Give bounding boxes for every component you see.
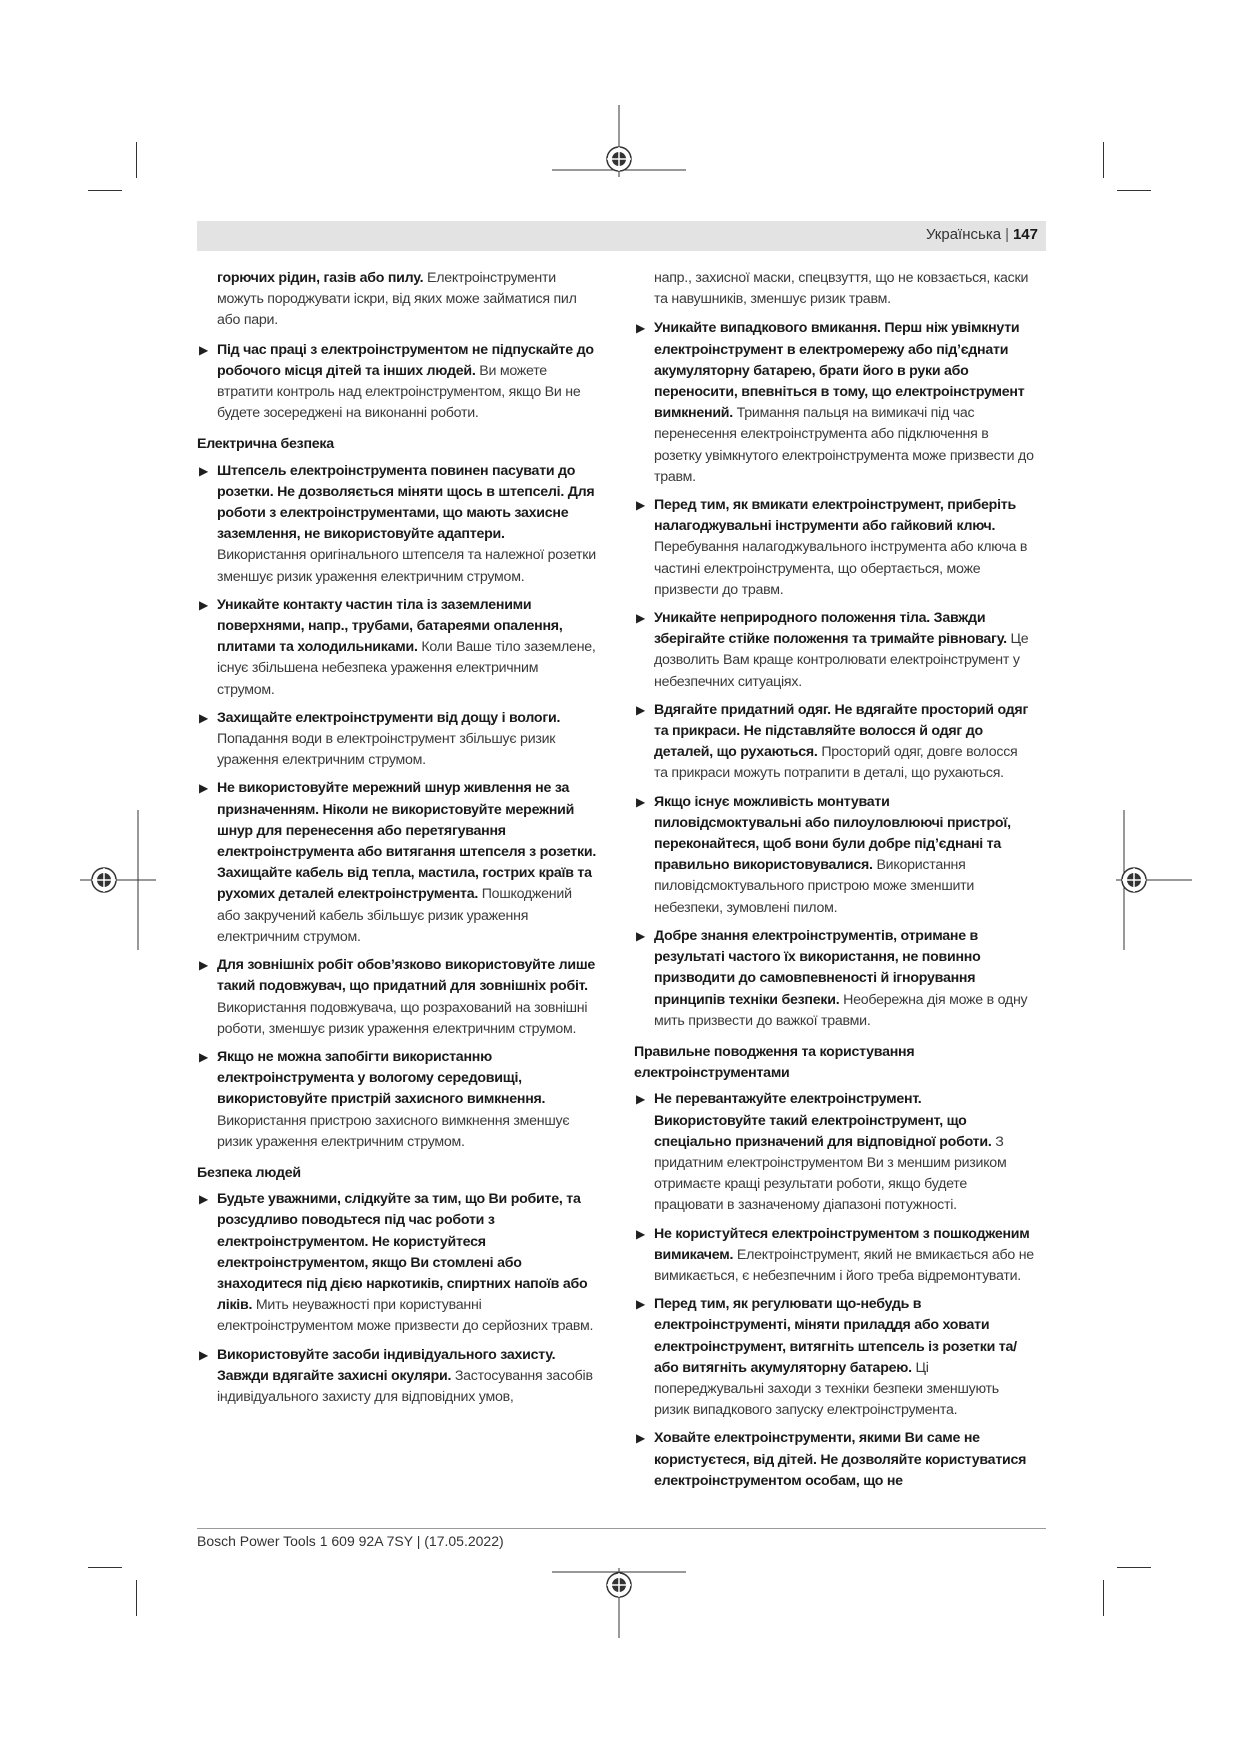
intro-bold: горючих рідин, газів або пилу. [217,270,424,286]
bullet-arrow-icon: ▶ [636,498,645,513]
bullet-arrow-icon: ▶ [199,781,208,796]
bullet-arrow-icon: ▶ [199,710,208,725]
header-language: Українська [925,226,1002,243]
list-item: ▶ Не користуйтеся електроінструментом з пошкодженим вимикачем. Електроінструмент, який не вмикається або не вимикається, є небезпечним і його треба відремонтувати. [636,1225,1034,1284]
bullet-arrow-icon: ▶ [199,958,208,973]
list-item: ▶ Перед тим, як вмикати електроінструмент, приберіть налагоджувальні інструменти або гайковий ключ. Перебування налагоджувального інструмента або ключа в частині електроінструмента, що обертається, може призвести до травм. [636,497,1028,598]
bullet-arrow-icon: ▶ [199,463,208,478]
bullet-arrow-icon: ▶ [199,1192,208,1207]
section-heading-handling: Правильне поводження та користування електроінструментами [634,1043,915,1082]
page-number: 147 [1012,226,1038,243]
list-item: ▶ Уникайте випадкового вмикання. Перш ніж увімкнути електроінструмент в електромережу або під’єднати акумуляторну батарею, брати його в руки або переносити, впевніться в тому, що електроінструмент вимкнений. Тримання пальця на вимикачі під час перенесення електроінструмента або підключення в розетку увімкнутого електроінструмента може призвести до травм. [636,320,1034,485]
registration-target-icon [1116,810,1192,950]
intro-paragraph [217,268,597,332]
list-item: ▶ Перед тим, як регулювати що-небудь в електроінструменті, міняти приладдя або ховати електроінструмент, витягніть штепсель із розетки та/або витягніть акумуляторну батарею. Ці попереджувальні заходи з техніки безпеки зменшують ризик випадкового запуску електроінструмента. [636,1296,1017,1419]
list-item: ▶ Використовуйте засоби індивідуального захисту. Завжди вдягайте захисні окуляри. Застосування засобів індивідуального захисту для відповідних умов, [199,1346,593,1405]
list-item: ▶ Штепсель електроінструмента повинен пасувати до розетки. Не дозволяється міняти щось в штепселі. Для роботи з електроінструментами, що мають захисне заземлення, не використовуйте адаптери. Використання оригінального штепселя та належної розетки зменшує ризик ураження електричним струмом. [199,462,596,585]
registration-target-icon [80,810,156,950]
list-item: ▶ Вдягайте придатний одяг. Не вдягайте просторий одяг та прикраси. Не підставляйте волосся й одяг до деталей, що рухаються. Просторий одяг, довге волосся та прикраси можуть потрапити в деталі, що рухаються. [636,701,1029,782]
bullet-arrow-icon: ▶ [636,1297,645,1312]
list-item: ▶ Для зовнішніх робіт обов’язково використовуйте лише такий подовжувач, що придатний для зовнішніх робіт. Використання подовжувача, що розрахований на зовнішні роботи, зменшує ризик ураження електричним струмом. [199,957,596,1037]
list-item: ▶ Якщо не можна запобігти використанню електроінструмента у вологому середовищі, використовуйте пристрій захисного вимкнення. Використання пристрою захисного вимкнення зменшує ризик ураження електричним струмом. [199,1048,570,1150]
right-column [634,268,1034,1499]
bullet-arrow-icon: ▶ [199,1347,208,1362]
bullet-arrow-icon: ▶ [636,928,645,943]
page-header [197,221,1046,251]
bullet-arrow-icon: ▶ [636,794,645,809]
list-item: ▶ Під час праці з електроінструментом не підпускайте до робочого місця дітей та інших людей. Ви можете втратити контроль над електроінструментом, якщо Ви не будете зосереджені на виконанні роботи. [199,341,594,422]
header-text: Українська | 147 [925,226,1038,243]
left-column [197,268,597,1415]
bullet-arrow-icon: ▶ [199,342,208,357]
bullet-arrow-icon: ▶ [636,1431,645,1446]
intro-text: Електроінструменти можуть породжувати іскри, від яких може займатися пил або пари. [217,270,577,329]
continuation-paragraph: напр., захисної маски, спецвзуття, що не ковзається, каски та навушників, зменшує ризик травм. [654,270,1029,308]
list-item: ▶ Добре знання електроінструментів, отримане в результаті частого їх використання, не повинно призводити до самовпевненості й ігнорування принципів техніки безпеки. Необережна дія може в одну мить призвести до важкої травми. [636,927,1028,1029]
bullet-arrow-icon: ▶ [636,1092,645,1107]
section-heading-people: Безпека людей [197,1164,301,1181]
list-item: ▶ Не перевантажуйте електроінструмент. Використовуйте такий електроінструмент, що спеціально призначений для відповідної роботи. З придатним електроінструментом Ви з меншим ризиком отримаєте кращі результати роботи, якщо будете працювати в зазначеному діапазоні потужності. [636,1091,1007,1214]
bullet-arrow-icon: ▶ [636,1226,645,1241]
registration-target-icon [552,105,686,235]
footer-text: Bosch Power Tools 1 609 92A 7SY | (17.05.2022) [197,1533,504,1549]
section-heading-electrical: Електрична безпека [197,436,334,453]
footer-rule [197,1528,1046,1529]
list-item: ▶ Не використовуйте мережний шнур живлення не за призначенням. Ніколи не використовуйте мережний шнур для перенесення або перетягування електроінструмента або витягання штепселя з розетки. Захищайте кабель від тепла, мастила, гострих країв та рухомих деталей електроінструмента. Пошкоджений або закручений кабель збільшує ризик ураження електричним струмом. [199,780,597,945]
list-item: ▶ Будьте уважними, слідкуйте за тим, що Ви робите, та розсудливо поводьтеся під час роботи з електроінструментом. Не користуйтеся електроінструментом, якщо Ви стомлені або знаходитеся під дією наркотиків, спиртних напоїв або ліків. Мить неуважності при користуванні електроінструментом може призвести до серйозних травм. [199,1191,594,1335]
list-item: ▶ Уникайте неприродного положення тіла. Завжди зберігайте стійке положення та тримайте рівновагу. Це дозволить Вам краще контролювати електроінструмент у небезпечних ситуаціях. [636,610,1029,690]
bullet-arrow-icon: ▶ [636,702,645,717]
bullet-arrow-icon: ▶ [199,597,208,612]
bullet-arrow-icon: ▶ [636,321,645,336]
list-item: ▶ Уникайте контакту частин тіла із заземленими поверхнями, напр., трубами, батареями опалення, плитами та холодильниками. Коли Ваше тіло заземлене, існує збільшена небезпека ураження електричним струмом. [199,596,596,698]
bullet-arrow-icon: ▶ [199,1049,208,1064]
list-item: ▶ Захищайте електроінструменти від дощу і вологи. Попадання води в електроінструмент збільшує ризик ураження електричним струмом. [199,709,561,769]
list-item: ▶ Ховайте електроінструменти, якими Ви саме не користуєтеся, від дітей. Не дозволяйте користуватися електроінструментом особам, що не [636,1430,1027,1489]
bullet-arrow-icon: ▶ [636,611,645,626]
list-item: ▶ Якщо існує можливість монтувати пиловідсмоктувальні або пилоуловлюючі пристрої, переконайтеся, щоб вони були добре під’єднані та правильно використовувалися. Використання пиловідсмоктувального пристрою може зменшити небезпеки, зумовлені пилом. [636,793,1011,916]
registration-target-icon [552,1568,686,1638]
